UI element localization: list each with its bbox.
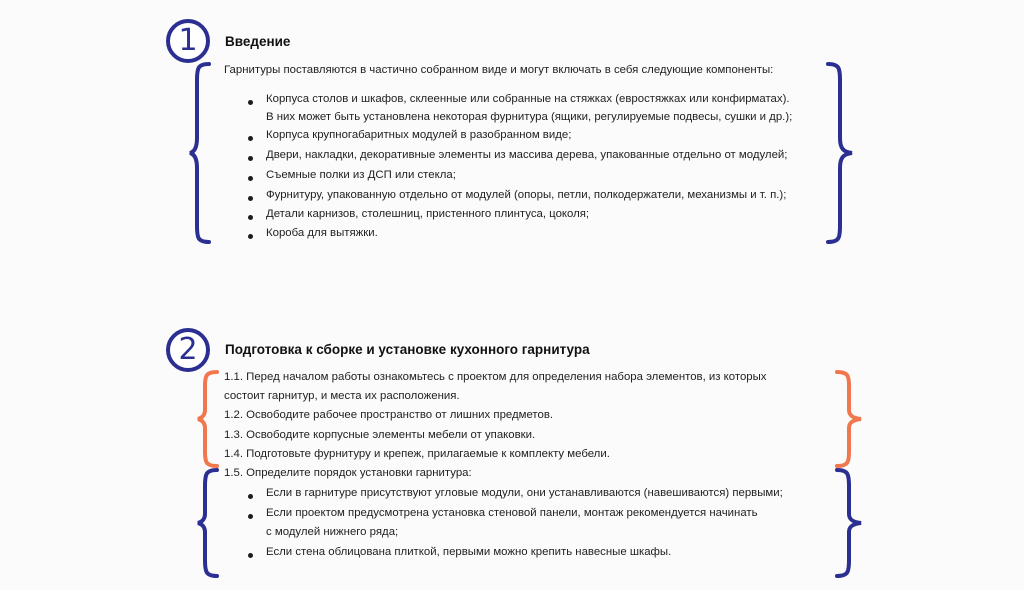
bullet-icon	[248, 553, 253, 558]
bullet-icon	[248, 494, 253, 499]
left-orange-brace-icon	[196, 370, 220, 468]
bullet-icon	[248, 215, 253, 220]
section-number-1: 1	[178, 23, 198, 58]
left-brace-icon	[188, 62, 212, 244]
component-item: Съемные полки из ДСП или стекла;	[266, 169, 456, 181]
component-item: Детали карнизов, столешниц, пристенного плинтуса, цоколя;	[266, 208, 590, 220]
bullet-icon	[248, 136, 253, 141]
intro-text: Гарнитуры поставляются в частично собранном виде и могут включать в себя следующие компоненты:	[224, 64, 774, 76]
order-item-continued: с модулей нижнего ряда;	[266, 526, 399, 538]
step-1-2: 1.2. Освободите рабочее пространство от лишних предметов.	[224, 409, 554, 421]
component-item: Корпуса столов и шкафов, склеенные или собранные на стяжках (евростяжках или конфирматах).	[266, 93, 790, 105]
order-item: Если стена облицована плиткой, первыми можно крепить навесные шкафы.	[266, 546, 672, 558]
step-1-4: 1.4. Подготовьте фурнитуру и крепеж, прилагаемые к комплекту мебели.	[224, 448, 610, 460]
step-1-5: 1.5. Определите порядок установки гарнитура:	[224, 467, 472, 479]
section-title-2: Подготовка к сборке и установке кухонного гарнитура	[225, 342, 590, 357]
bullet-icon	[248, 176, 253, 181]
step-1-1: 1.1. Перед началом работы ознакомьтесь с проектом для определения набора элементов, из которых	[224, 371, 767, 383]
component-item: Корпуса крупногабаритных модулей в разобранном виде;	[266, 129, 572, 141]
left-brace-icon	[196, 468, 220, 578]
section-number-badge-1	[166, 19, 210, 63]
bullet-icon	[248, 234, 253, 239]
order-item: Если в гарнитуре присутствуют угловые модули, они устанавливаются (навешиваются) первыми;	[266, 487, 783, 499]
step-1-3: 1.3. Освободите корпусные элементы мебели от упаковки.	[224, 429, 536, 441]
bullet-icon	[248, 156, 253, 161]
section-number-2: 2	[178, 332, 198, 367]
bullet-icon	[248, 100, 253, 105]
step-1-1-continued: состоит гарнитур, и места их расположения.	[224, 390, 460, 402]
right-brace-icon	[834, 468, 864, 578]
component-item: Короба для вытяжки.	[266, 227, 378, 239]
section-title-1: Введение	[225, 34, 291, 49]
right-orange-brace-icon	[834, 370, 864, 468]
component-item-continued: В них может быть установлена некоторая фурнитура (ящики, регулируемые подвесы, сушки и др.);	[266, 111, 793, 123]
component-item: Двери, накладки, декоративные элементы из массива дерева, упакованные отдельно от модулей;	[266, 149, 788, 161]
bullet-icon	[248, 196, 253, 201]
right-brace-icon	[825, 62, 855, 244]
order-item: Если проектом предусмотрена установка стеновой панели, монтаж рекомендуется начинать	[266, 507, 758, 519]
bullet-icon	[248, 514, 253, 519]
component-item: Фурнитуру, упакованную отдельно от модулей (опоры, петли, полкодержатели, механизмы и т. п.);	[266, 189, 787, 201]
section-number-badge-2	[166, 328, 210, 372]
